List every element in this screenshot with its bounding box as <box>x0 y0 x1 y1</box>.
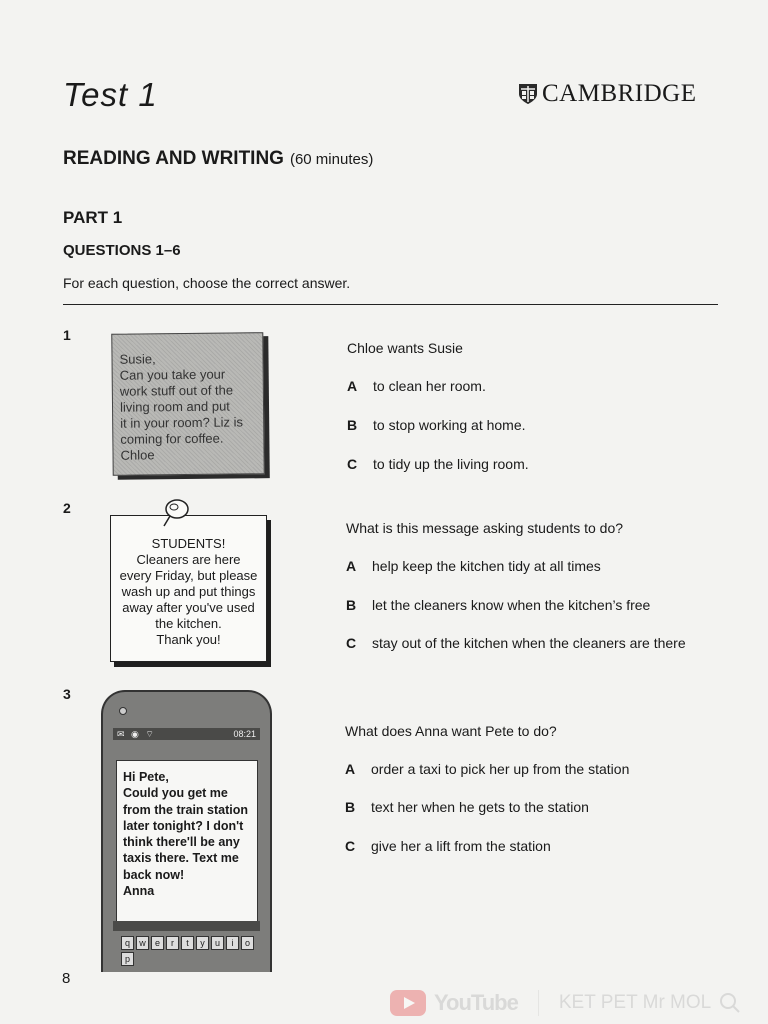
answer-option[interactable] <box>347 456 529 472</box>
channel-name: KET PET Mr MOL <box>558 992 712 1013</box>
search-icon[interactable] <box>719 992 741 1014</box>
status-bar <box>113 728 260 740</box>
phone-illustration <box>101 690 272 972</box>
signal-icon: ✉ ◉ ⌔ <box>117 729 156 739</box>
option-text: give her a lift from the station <box>371 838 551 854</box>
option-letter: A <box>347 378 358 394</box>
option-text: to clean her room. <box>373 378 486 394</box>
option-text: stay out of the kitchen when the cleaners are there <box>372 635 686 651</box>
status-time: 08:21 <box>233 729 256 739</box>
question-prompt: Chloe wants Susie <box>347 340 463 356</box>
section-title-text: READING AND WRITING <box>63 148 284 169</box>
keyboard-key: u <box>211 936 224 950</box>
option-text: text her when he gets to the station <box>371 799 589 815</box>
option-letter: B <box>346 597 357 613</box>
option-letter: C <box>346 635 357 651</box>
notice-text: STUDENTS! Cleaners are here every Friday, but please wash up and put things away after you've used the kitchen. Thank you! <box>119 536 258 647</box>
option-letter: C <box>345 838 356 854</box>
question-number: 2 <box>63 500 71 516</box>
option-letter: B <box>345 799 356 815</box>
part-title: PART 1 <box>63 208 123 227</box>
answer-option[interactable] <box>346 597 650 613</box>
option-text: to tidy up the living room. <box>373 456 529 472</box>
divider <box>63 304 718 305</box>
keyboard-key: r <box>166 936 179 950</box>
answer-option[interactable] <box>346 635 686 651</box>
answer-option[interactable] <box>345 799 589 815</box>
keyboard-key: q <box>121 936 134 950</box>
question-number: 1 <box>63 327 71 343</box>
option-text: to stop working at home. <box>373 417 526 433</box>
watermark <box>390 990 741 1016</box>
keyboard-key: e <box>151 936 164 950</box>
option-text: let the cleaners know when the kitchen’s free <box>372 597 651 613</box>
answer-option[interactable] <box>347 417 526 433</box>
option-letter: A <box>345 761 356 777</box>
keyboard <box>121 936 256 966</box>
keyboard-key: o <box>241 936 254 950</box>
page-number: 8 <box>62 970 71 987</box>
option-letter: C <box>347 456 358 472</box>
test-title: Test 1 <box>63 76 158 113</box>
option-text: order a taxi to pick her up from the station <box>371 761 630 777</box>
brand-name: CAMBRIDGE <box>542 80 697 107</box>
instruction-text: For each question, choose the correct answer. <box>63 275 351 291</box>
camera-icon <box>119 707 127 715</box>
nav-bar <box>113 921 260 931</box>
questions-title: QUESTIONS 1–6 <box>63 242 181 259</box>
question-prompt: What is this message asking students to do? <box>346 520 624 536</box>
sticky-note <box>111 332 264 476</box>
keyboard-key: p <box>121 952 134 966</box>
divider <box>538 990 539 1016</box>
keyboard-key: w <box>136 936 149 950</box>
pin-icon <box>160 498 194 528</box>
option-text: help keep the kitchen tidy at all times <box>372 558 601 574</box>
section-title <box>63 148 373 170</box>
platform-name: YouTube <box>434 990 518 1015</box>
answer-option[interactable] <box>345 838 551 854</box>
section-time: (60 minutes) <box>289 151 374 168</box>
option-letter: A <box>346 558 357 574</box>
text-message <box>116 760 258 922</box>
pinned-notice <box>110 515 267 662</box>
answer-option[interactable] <box>345 761 629 777</box>
shield-icon <box>518 83 538 105</box>
note-text: Susie, Can you take your work stuff out of the living room and put it in your room? Liz is coming for coffee. Chloe <box>119 351 244 463</box>
keyboard-key: t <box>181 936 194 950</box>
cambridge-logo <box>518 80 697 108</box>
answer-option[interactable] <box>347 378 486 394</box>
answer-option[interactable] <box>346 558 601 574</box>
keyboard-key: y <box>196 936 209 950</box>
message-text: Hi Pete, Could you get me from the train station later tonight? I don't think there'll be any taxis there. Text me back now! Anna <box>123 770 249 899</box>
option-letter: B <box>347 417 358 433</box>
question-number: 3 <box>63 686 71 702</box>
question-prompt: What does Anna want Pete to do? <box>345 723 557 739</box>
youtube-logo-icon <box>390 990 426 1016</box>
keyboard-key: i <box>226 936 239 950</box>
